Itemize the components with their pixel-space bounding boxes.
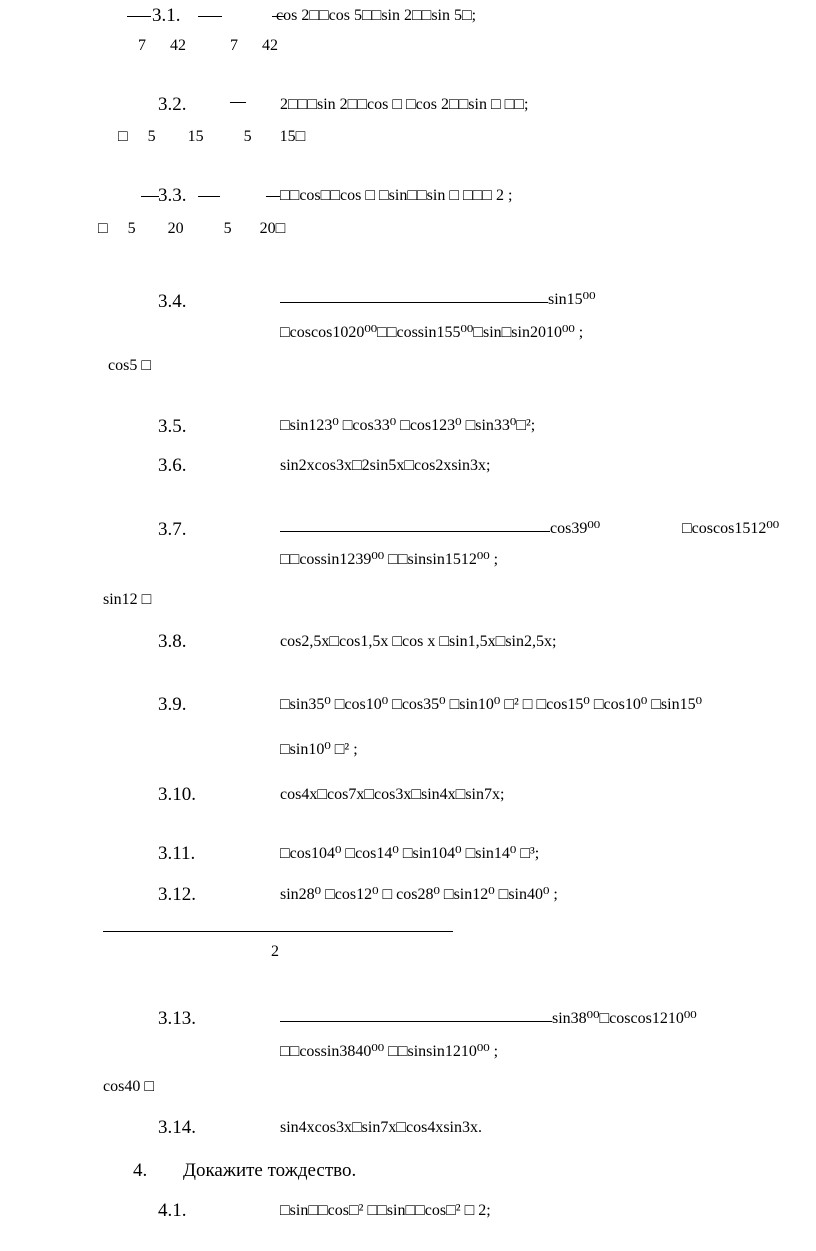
exercise-expression: □sin35⁰ □cos10⁰ □cos35⁰ □sin10⁰ □² □ □cos15⁰ □cos10⁰ □sin15⁰ (280, 696, 702, 713)
fraction-bar (230, 102, 246, 103)
fraction-bar (266, 196, 280, 197)
exercise-expression-line2: □sin10⁰ □² ; (280, 741, 358, 758)
fraction-denominators: 7 42 7 42 (138, 37, 278, 54)
exercise-expression: sin2xcos3x□2sin5x□cos2xsin3x; (280, 457, 491, 474)
exercise-expression: sin28⁰ □cos12⁰ □ cos28⁰ □sin12⁰ □sin40⁰ ; (280, 886, 558, 903)
exercise-expression: □□cos□□cos □ □sin□□sin □ □□□ 2 ; (280, 187, 513, 204)
section-number: 4. (133, 1160, 148, 1181)
exercise-expression: cos39⁰⁰ (550, 520, 601, 537)
exercise-number: 3.8. (158, 631, 187, 652)
fraction-bar (280, 302, 548, 303)
fraction-denominators: □ 5 20 5 20□ (98, 220, 286, 237)
fraction-bar (103, 931, 453, 932)
fraction-denominator: 2 (271, 943, 279, 960)
fraction-bar (280, 1021, 552, 1022)
exercise-number: 3.11. (158, 843, 196, 864)
exercise-number: 3.9. (158, 694, 187, 715)
exercise-expression: 2□□□sin 2□□cos □ □cos 2□□sin □ □□; (280, 96, 529, 113)
exercise-expression: cos 2□□cos 5□□sin 2□□sin 5□; (276, 7, 477, 24)
exercise-number: 4.1. (158, 1200, 187, 1221)
exercise-number: 3.5. (158, 416, 187, 437)
exercise-number: 3.10. (158, 784, 196, 805)
exercise-expression: □sin123⁰ □cos33⁰ □cos123⁰ □sin33⁰□²; (280, 417, 536, 434)
fraction-bar (280, 531, 550, 532)
exercise-expression-line2: □□cossin3840⁰⁰ □□sinsin1210⁰⁰ ; (280, 1043, 499, 1060)
exercise-left-term: cos5 □ (108, 357, 151, 374)
dash-rule (127, 16, 151, 17)
exercise-number: 3.13. (158, 1008, 196, 1029)
exercise-expression: sin4xcos3x□sin7x□cos4xsin3x. (280, 1119, 482, 1136)
dash-rule (198, 16, 222, 17)
exercise-number: 3.14. (158, 1117, 196, 1138)
exercise-expression: cos4x□cos7x□cos3x□sin4x□sin7x; (280, 786, 505, 803)
dash-rule (198, 196, 220, 197)
dash-rule (141, 196, 159, 197)
exercise-number: 3.6. (158, 455, 187, 476)
exercise-number: 3.12. (158, 884, 196, 905)
exercise-expression-line2: □□cossin1239⁰⁰ □□sinsin1512⁰⁰ ; (280, 551, 499, 568)
exercise-left-term: cos40 □ (103, 1078, 154, 1095)
exercise-expression: □sin□□cos□² □□sin□□cos□² □ 2; (280, 1202, 491, 1219)
exercise-number: 3.3. (158, 185, 187, 206)
fraction-denominators: □ 5 15 5 15□ (118, 128, 306, 145)
exercise-expression: sin38⁰⁰□coscos1210⁰⁰ (552, 1010, 697, 1027)
exercise-number: 3.1. (152, 5, 181, 26)
exercise-expression: cos2,5x□cos1,5x □cos x □sin1,5x□sin2,5x; (280, 633, 557, 650)
exercise-left-term: sin12 □ (103, 591, 152, 608)
exercise-expression-right: □coscos1512⁰⁰ (682, 520, 780, 537)
exercise-expression: □cos104⁰ □cos14⁰ □sin104⁰ □sin14⁰ □³; (280, 845, 540, 862)
exercise-number: 3.2. (158, 94, 187, 115)
exercise-expression: sin15⁰⁰ (548, 291, 596, 308)
exercise-expression-line2: □coscos1020⁰⁰□□cossin155⁰⁰□sin□sin2010⁰⁰ ; (280, 324, 584, 341)
exercise-number: 3.4. (158, 291, 187, 312)
section-title: Докажите тождество. (183, 1160, 357, 1181)
exercise-number: 3.7. (158, 519, 187, 540)
